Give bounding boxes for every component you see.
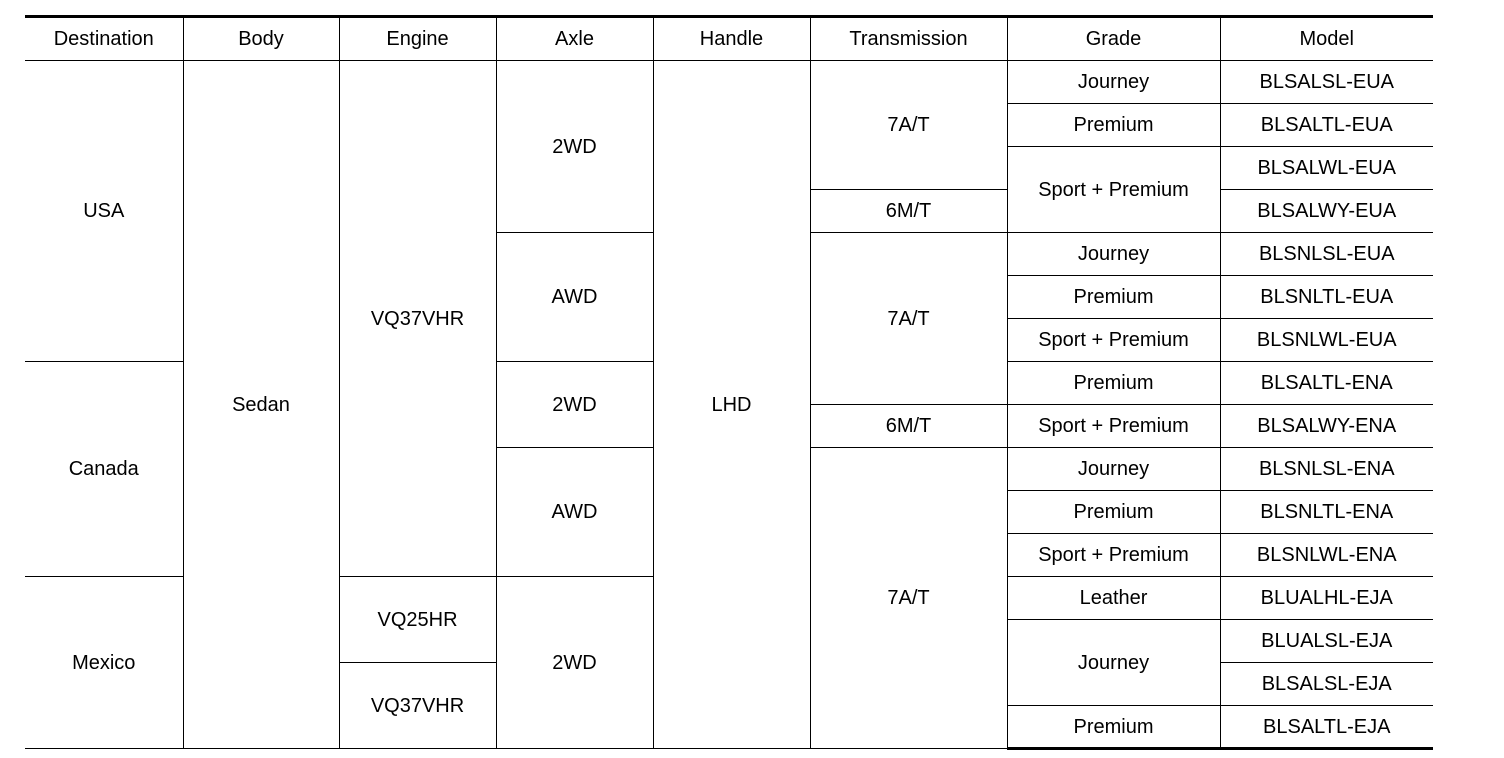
axle-cell: 2WD [496, 61, 653, 233]
header-transmission: Transmission [810, 17, 1007, 61]
transmission-cell: 7A/T [810, 448, 1007, 749]
model-cell: BLSNLSL-ENA [1220, 448, 1433, 491]
model-cell: BLUALSL-EJA [1220, 620, 1433, 663]
grade-cell: Journey [1007, 448, 1220, 491]
model-cell: BLSALTL-ENA [1220, 362, 1433, 405]
header-body: Body [183, 17, 339, 61]
table-row [25, 61, 1433, 104]
transmission-cell: 6M/T [810, 405, 1007, 448]
header-axle: Axle [496, 17, 653, 61]
axle-cell: 2WD [496, 362, 653, 448]
model-cell: BLSALSL-EJA [1220, 663, 1433, 706]
grade-cell: Leather [1007, 577, 1220, 620]
axle-cell: 2WD [496, 577, 653, 749]
engine-cell: VQ37VHR [339, 663, 496, 749]
model-cell: BLSNLTL-ENA [1220, 491, 1433, 534]
handle-cell: LHD [653, 61, 810, 749]
axle-cell: AWD [496, 448, 653, 577]
model-cell: BLSALWY-EUA [1220, 190, 1433, 233]
transmission-cell: 7A/T [810, 233, 1007, 405]
grade-cell: Sport + Premium [1007, 147, 1220, 233]
header-destination: Destination [25, 17, 183, 61]
destination-cell: Mexico [25, 577, 183, 749]
engine-cell: VQ37VHR [339, 61, 496, 577]
model-cell: BLSALTL-EJA [1220, 706, 1433, 749]
model-cell: BLSALWY-ENA [1220, 405, 1433, 448]
destination-cell: USA [25, 61, 183, 362]
grade-cell: Sport + Premium [1007, 534, 1220, 577]
model-cell: BLSNLTL-EUA [1220, 276, 1433, 319]
header-handle: Handle [653, 17, 810, 61]
transmission-cell: 7A/T [810, 61, 1007, 190]
model-cell: BLSNLWL-EUA [1220, 319, 1433, 362]
header-grade: Grade [1007, 17, 1220, 61]
model-cell: BLSNLWL-ENA [1220, 534, 1433, 577]
body-cell: Sedan [183, 61, 339, 749]
grade-cell: Premium [1007, 491, 1220, 534]
transmission-cell: 6M/T [810, 190, 1007, 233]
header-engine: Engine [339, 17, 496, 61]
grade-cell: Journey [1007, 61, 1220, 104]
grade-cell: Premium [1007, 362, 1220, 405]
grade-cell: Premium [1007, 104, 1220, 147]
model-cell: BLSALWL-EUA [1220, 147, 1433, 190]
model-cell: BLSALTL-EUA [1220, 104, 1433, 147]
header-row [25, 17, 1433, 61]
model-cell: BLUALHL-EJA [1220, 577, 1433, 620]
grade-cell: Sport + Premium [1007, 405, 1220, 448]
model-cell: BLSALSL-EUA [1220, 61, 1433, 104]
axle-cell: AWD [496, 233, 653, 362]
grade-cell: Premium [1007, 276, 1220, 319]
engine-cell: VQ25HR [339, 577, 496, 663]
grade-cell: Premium [1007, 706, 1220, 749]
grade-cell: Journey [1007, 620, 1220, 706]
header-model: Model [1220, 17, 1433, 61]
model-cell: BLSNLSL-EUA [1220, 233, 1433, 276]
model-code-table [25, 15, 1433, 750]
grade-cell: Journey [1007, 233, 1220, 276]
destination-cell: Canada [25, 362, 183, 577]
grade-cell: Sport + Premium [1007, 319, 1220, 362]
